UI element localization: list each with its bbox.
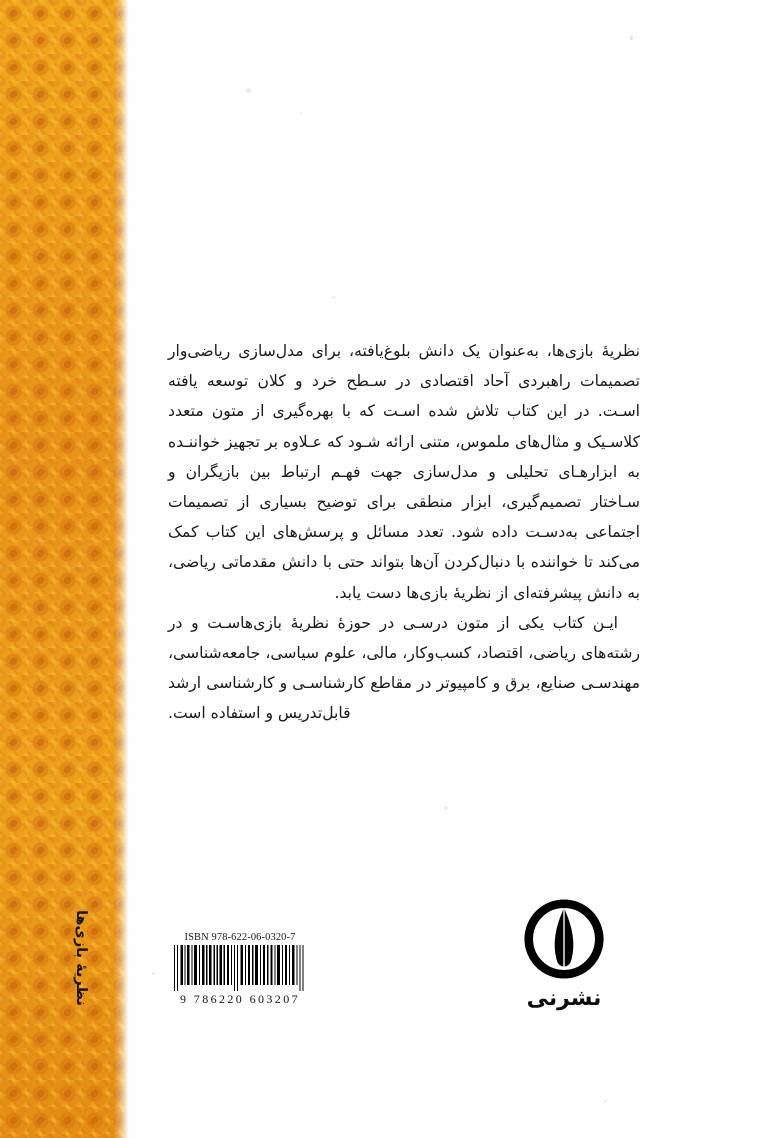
isbn-label: ISBN 978-622-06-0320-7 (184, 932, 296, 943)
paper-speckle (604, 1100, 607, 1103)
spine-title-text: نظریهٔ بازی‌ها (73, 910, 89, 1006)
paper-speckle (300, 112, 302, 114)
ean-digits: 9 786220 603207 (180, 992, 300, 1006)
paper-speckle (444, 806, 448, 810)
isbn-barcode-block (172, 932, 308, 1007)
blurb-paragraph-2: ایـن کتاب یکی از متون درسـی در حوزهٔ نظریهٔ بازی‌هاسـت و در رشته‌های ریاضی، اقتصاد، کسب‌وکار، مالی، علوم سیاسی، جامعه‌شناسی، مهندسـی صنایع، برق و کامپیوتر در مقاطع کارشناسـی و کارشناسی ارشد قابل‌تدریس و استفاده است. (168, 613, 640, 723)
paper-speckle (152, 972, 155, 975)
blurb-paragraph-1: نظریهٔ بازی‌ها، به‌عنوان یک دانش بلوغ‌یافته، برای مدل‌سازی ریاضی‌وار تصمیمات راهبردی آحاد اقتصادی در سـطح خرد و کلان توسعه یافته اسـت. در این کتاب تلاش شده اسـت که با بهره‌گیری از متون متعدد کلاسـیک و مثال‌های ملموس، متنی ارائه شـود که عـلاوه بر تجهیز خواننـده به ابزارهـای تحلیلی و مدل‌سازی جهت فهـم ارتباط بین بازیگران و سـاختار تصمیم‌گیری، ابزار منطقی برای توضیح بسیاری از تصمیمات اجتماعی به‌دسـت داده شود. تعدد مسائل و پرسش‌های این کتاب کمک می‌کند تا خواننده با دنبال‌کردن آن‌ها بتواند حتی با دانش مقدماتی ریاضی، به دانش پیشرفته‌ای از نظریهٔ بازی‌ها دست یابد. (168, 342, 640, 602)
paper-speckle (630, 36, 633, 40)
publisher-block (512, 896, 616, 1011)
barcode-image (172, 945, 306, 991)
publisher-name: نشرنی (526, 986, 602, 1011)
leaf-in-circle-icon (521, 896, 607, 982)
paper-speckle (246, 88, 251, 93)
spine-title (63, 888, 99, 1038)
back-cover-blurb (168, 336, 640, 729)
paper-speckle (332, 296, 335, 299)
